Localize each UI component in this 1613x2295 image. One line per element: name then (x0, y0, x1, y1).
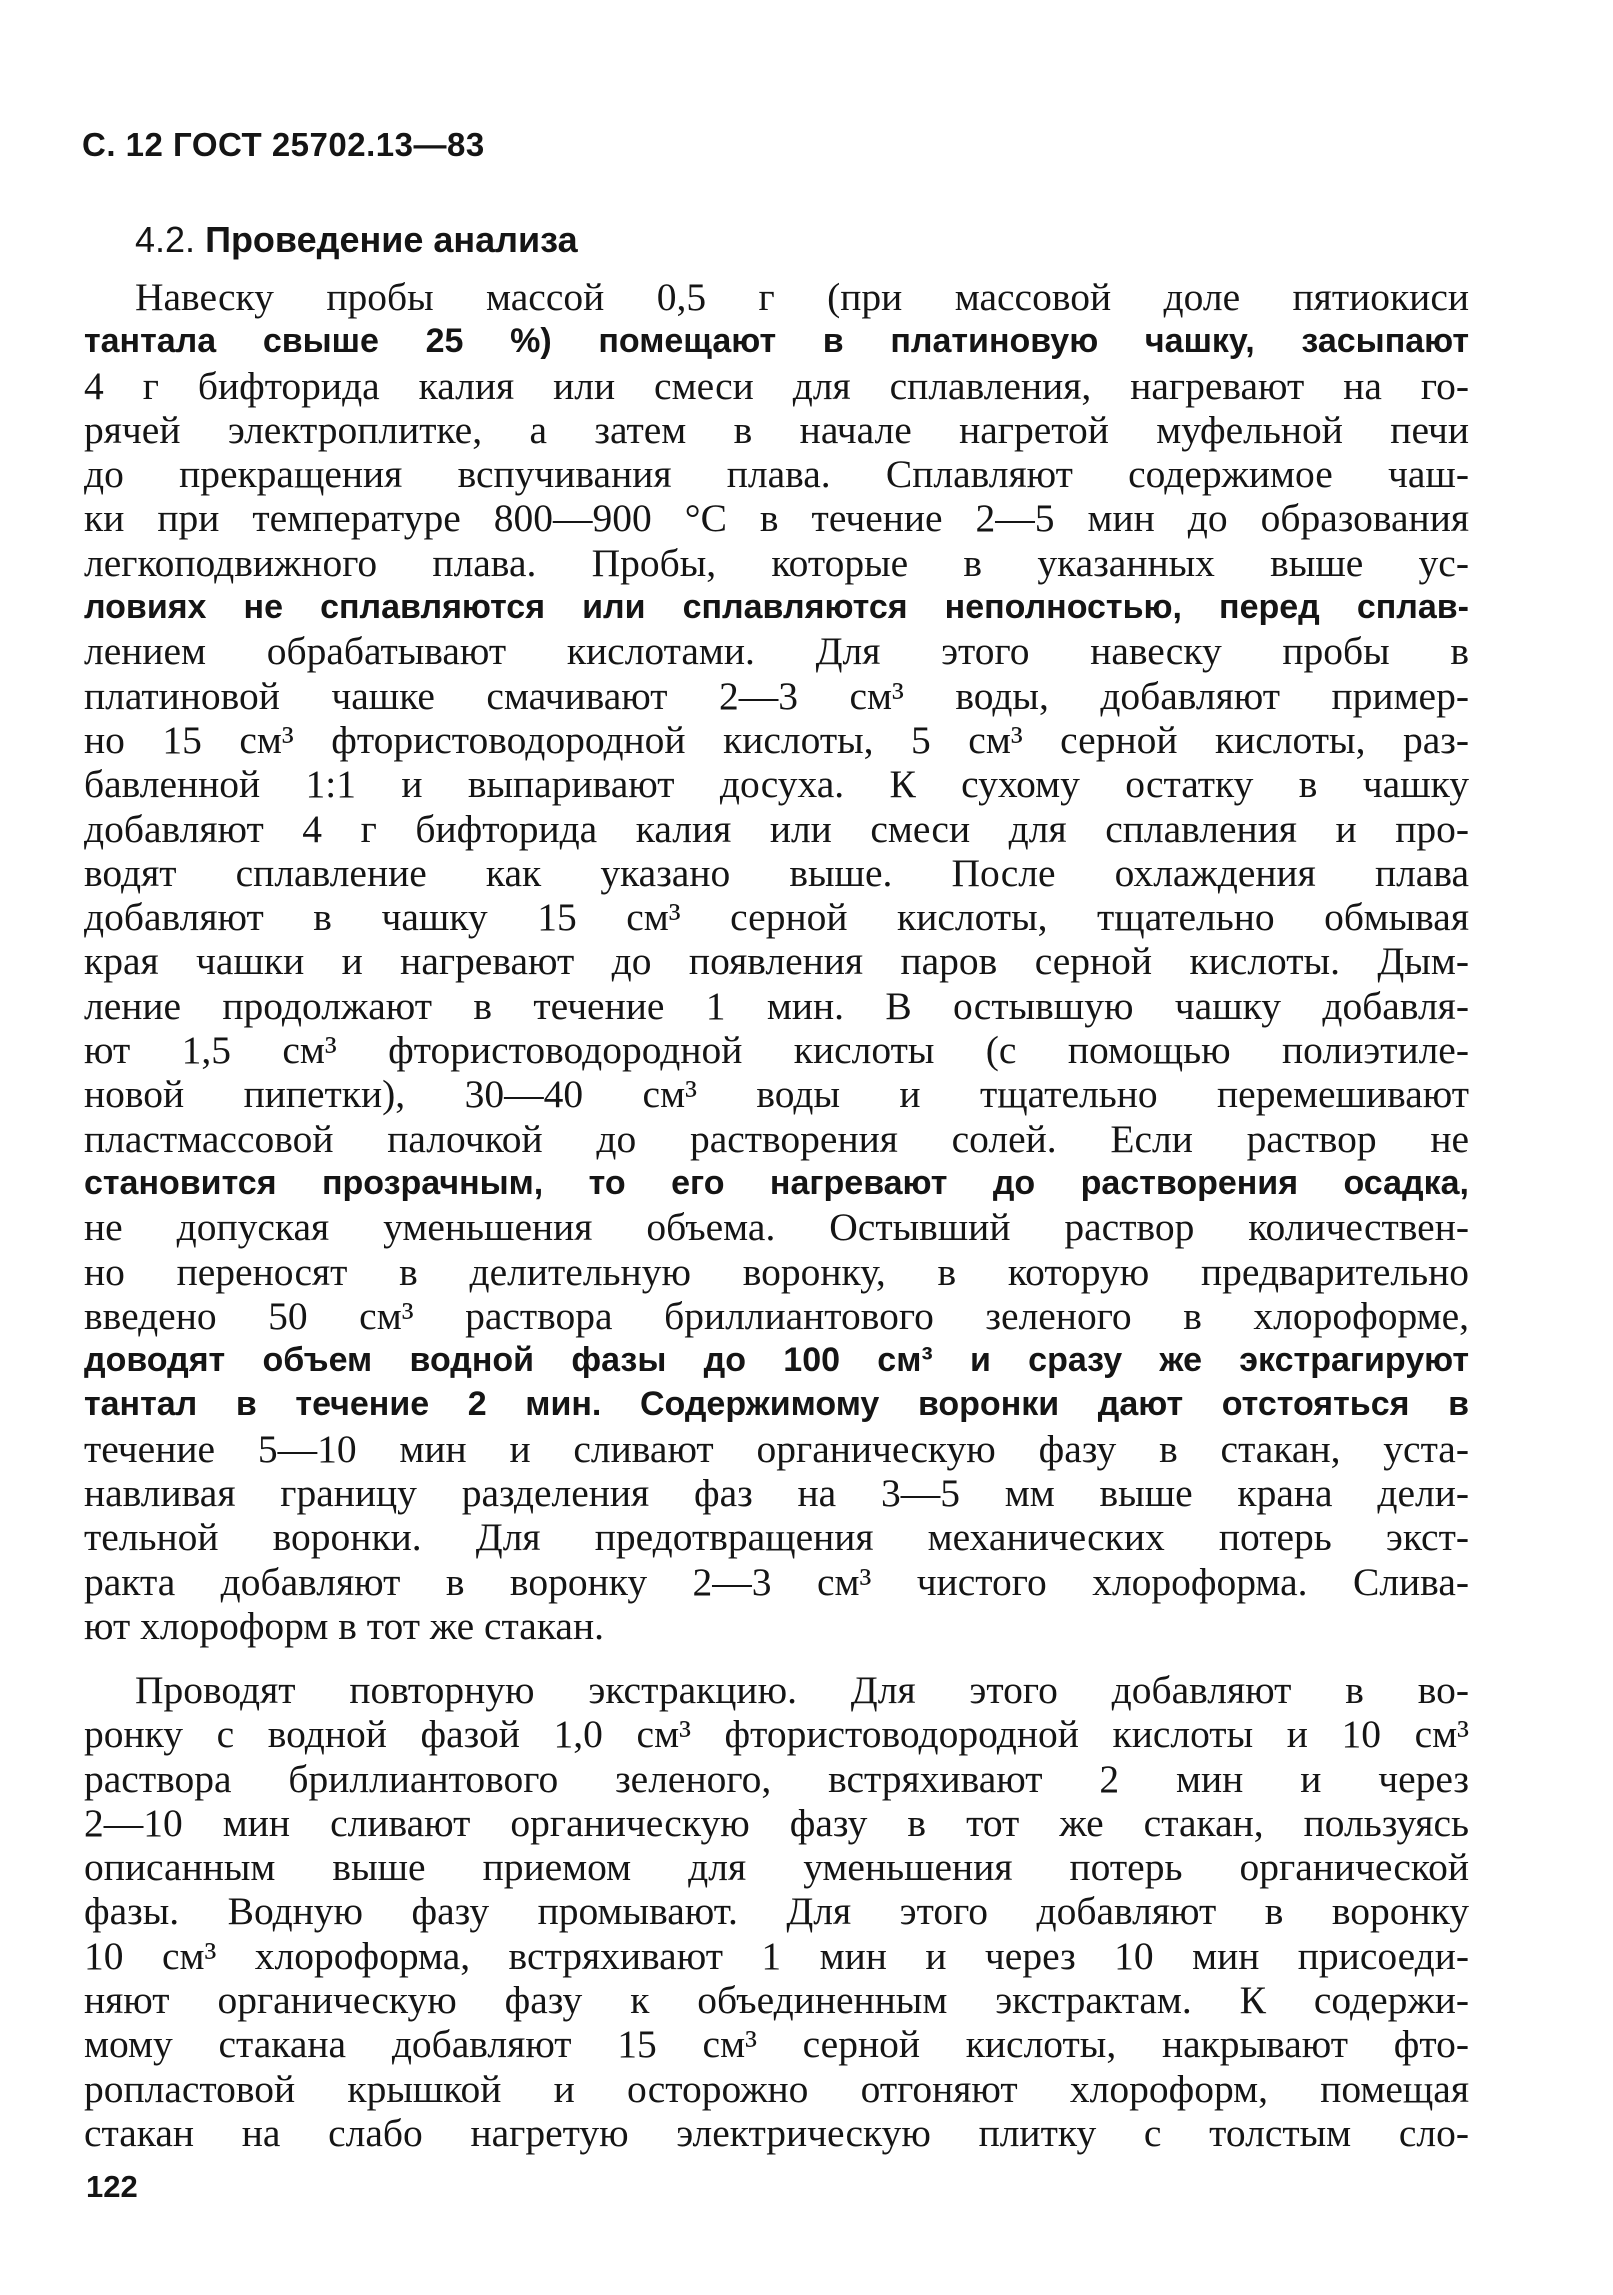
text-line: описанным выше приемом для уменьшения потерь органической (84, 1845, 1469, 1890)
text-line: ки при температуре 800—900 °С в течение 2—5 мин до образования (84, 496, 1469, 541)
text-line: раствора бриллиантового зеленого, встряхивают 2 мин и через (84, 1756, 1469, 1801)
running-head: С. 12 ГОСТ 25702.13—83 (82, 126, 485, 163)
text-line: новой пипетки), 30—40 см³ воды и тщательно перемешивают (84, 1072, 1469, 1117)
paragraph-repeat-extraction (84, 1668, 1469, 2155)
text-line: края чашки и нагревают до появления паров серной кислоты. Дым- (84, 939, 1469, 984)
text-line: добавляют в чашку 15 см³ серной кислоты, тщательно обмывая (84, 895, 1469, 940)
text-line: ют хлороформ в тот же стакан. (84, 1603, 604, 1648)
text-line: фазы. Водную фазу промывают. Для этого добавляют в воронку (84, 1889, 1469, 1934)
text-line: ронку с водной фазой 1,0 см³ фтористоводородной кислоты и 10 см³ (84, 1712, 1469, 1757)
text-line: легкоподвижного плава. Пробы, которые в указанных выше ус- (84, 540, 1469, 585)
text-line: ление продолжают в течение 1 мин. В остывшую чашку добавля- (84, 983, 1469, 1028)
text-line: тельной воронки. Для предотвращения механических потерь экст- (84, 1515, 1469, 1560)
text-line: становится прозрачным, то его нагревают до растворения осадка, (84, 1163, 1469, 1202)
text-line: 10 см³ хлороформа, встряхивают 1 мин и через 10 мин присоеди- (84, 1933, 1469, 1978)
text-line: лением обрабатывают кислотами. Для этого навеску пробы в (84, 629, 1469, 674)
text-line: но 15 см³ фтористоводородной кислоты, 5 см³ серной кислоты, раз- (84, 717, 1469, 762)
text-line: бавленной 1:1 и выпаривают досуха. К сухому остатку в чашку (84, 762, 1469, 807)
paragraph-procedure (84, 275, 1469, 1648)
text-line: не допуская уменьшения объема. Остывший раствор количествен- (84, 1205, 1469, 1250)
text-line: стакан на слабо нагретую электрическую плитку с толстым сло- (84, 2110, 1469, 2155)
page-number: 122 (86, 2169, 138, 2204)
section-heading (135, 219, 578, 261)
section-title: Проведение анализа (205, 219, 578, 260)
text-line: пластмассовой палочкой до растворения солей. Если раствор не (84, 1116, 1469, 1161)
text-line: тантала свыше 25 %) помещают в платиновую чашку, засыпают (84, 322, 1469, 361)
text-line: Проводят повторную экстракцию. Для этого добавляют в во- (135, 1668, 1469, 1712)
text-line: мому стакана добавляют 15 см³ серной кислоты, накрывают фто- (84, 2022, 1469, 2067)
text-line: 4 г бифторида калия или смеси для сплавления, нагревают на го- (84, 363, 1469, 408)
text-line: доводят объем водной фазы до 100 см³ и сразу же экстрагируют (84, 1341, 1469, 1380)
section-number: 4.2. (135, 219, 196, 260)
text-line: но переносят в делительную воронку, в которую предварительно (84, 1249, 1469, 1294)
text-line: до прекращения вспучивания плава. Сплавляют содержимое чаш- (84, 452, 1469, 497)
text-line: няют органическую фазу к объединенным экстрактам. К содержи- (84, 1978, 1469, 2023)
text-line: рячей электроплитке, а затем в начале нагретой муфельной печи (84, 407, 1469, 452)
text-line: ют 1,5 см³ фтористоводородной кислоты (с помощью полиэтиле- (84, 1028, 1469, 1073)
text-line: добавляют 4 г бифторида калия или смеси для сплавления и про- (84, 806, 1469, 851)
text-line: навливая границу разделения фаз на 3—5 мм выше крана дели- (84, 1471, 1469, 1516)
text-line: течение 5—10 мин и сливают органическую фазу в стакан, уста- (84, 1426, 1469, 1471)
text-line: ракта добавляют в воронку 2—3 см³ чистого хлороформа. Слива- (84, 1559, 1469, 1604)
text-line: платиновой чашке смачивают 2—3 см³ воды, добавляют пример- (84, 673, 1469, 718)
text-line: 2—10 мин сливают органическую фазу в тот же стакан, пользуясь (84, 1800, 1469, 1845)
text-line: Навеску пробы массой 0,5 г (при массовой доле пятиокиси (135, 275, 1469, 319)
text-line: ловиях не сплавляются или сплавляются неполностью, перед сплав- (84, 588, 1469, 627)
text-line: водят сплавление как указано выше. После охлаждения плава (84, 850, 1469, 895)
text-line: тантал в течение 2 мин. Содержимому воронки дают отстояться в (84, 1385, 1469, 1424)
text-line: ропластовой крышкой и осторожно отгоняют хлороформ, помещая (84, 2066, 1469, 2111)
text-line: введено 50 см³ раствора бриллиантового зеленого в хлороформе, (84, 1293, 1469, 1338)
